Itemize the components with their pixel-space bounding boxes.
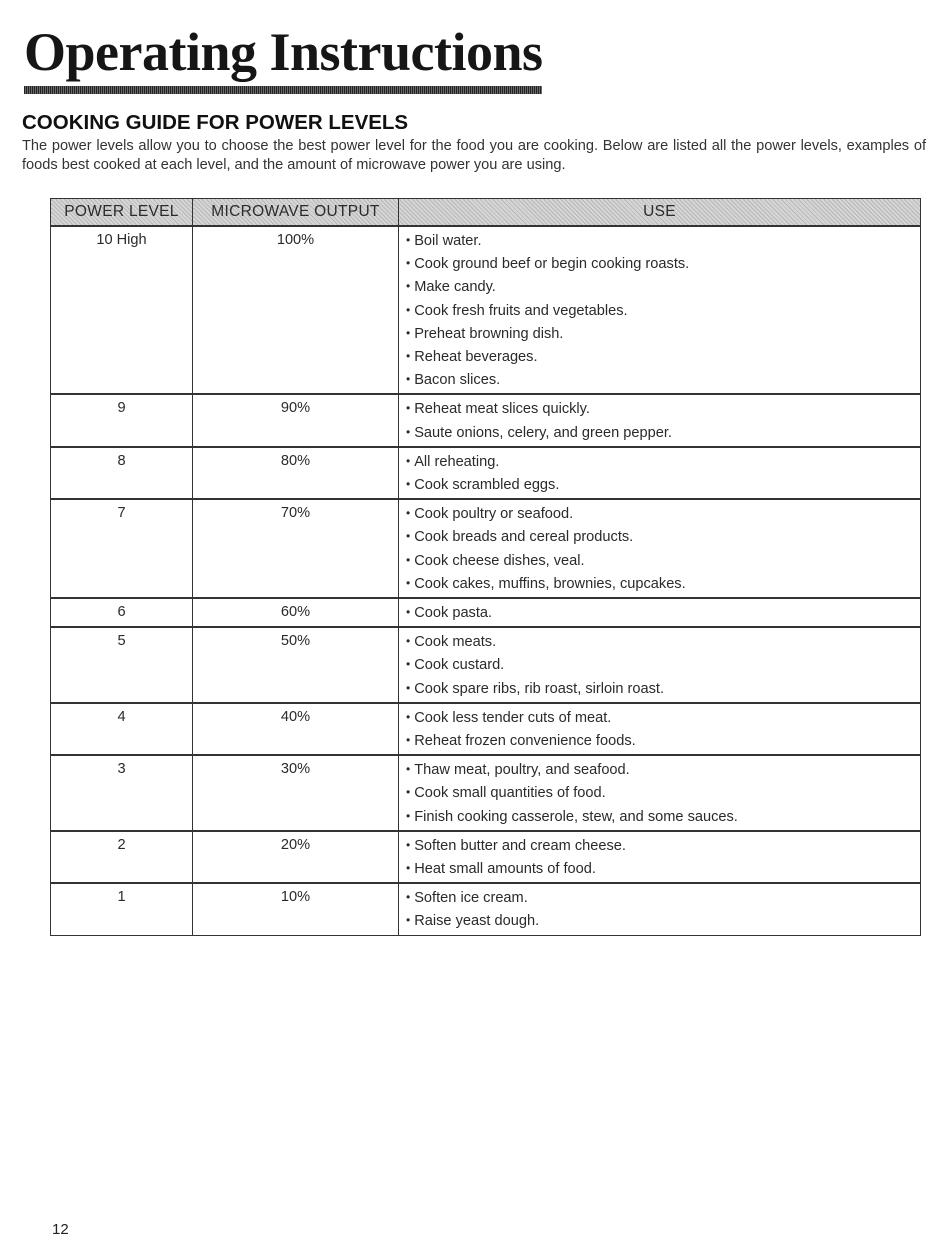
page-title: Operating Instructions (24, 22, 543, 82)
header-microwave-output: MICROWAVE OUTPUT (193, 199, 399, 227)
power-level-cell: 8 (51, 447, 193, 499)
use-item: • Raise yeast dough. (406, 910, 920, 933)
use-item: • Cook cheese dishes, veal. (406, 550, 920, 573)
power-level-cell: 1 (51, 883, 193, 935)
power-level-cell: 10 High (51, 226, 193, 394)
microwave-output-cell: 20% (193, 831, 399, 883)
page-number: 12 (52, 1221, 69, 1238)
table-row (51, 883, 921, 935)
table-row (51, 703, 921, 755)
microwave-output-cell: 100% (193, 226, 399, 394)
use-item: • Cook spare ribs, rib roast, sirloin roast. (406, 678, 920, 701)
title-underline-rule (24, 86, 542, 94)
header-use: USE (399, 199, 921, 227)
use-item: • Bacon slices. (406, 369, 920, 392)
use-cell (399, 831, 921, 883)
use-list (399, 884, 920, 934)
use-list (399, 500, 920, 597)
use-cell (399, 226, 921, 394)
power-level-cell: 2 (51, 831, 193, 883)
use-item: • Soften butter and cream cheese. (406, 835, 920, 858)
table-header-row (51, 199, 921, 227)
use-cell (399, 755, 921, 831)
table-row (51, 447, 921, 499)
table-body (51, 226, 921, 935)
use-item: • Reheat meat slices quickly. (406, 398, 920, 421)
use-list (399, 704, 920, 754)
microwave-output-cell: 40% (193, 703, 399, 755)
use-item: • Saute onions, celery, and green pepper. (406, 422, 920, 445)
use-list (399, 395, 920, 445)
use-cell (399, 499, 921, 598)
use-item: • Thaw meat, poultry, and seafood. (406, 759, 920, 782)
use-cell (399, 598, 921, 627)
use-item: • Cook ground beef or begin cooking roasts. (406, 253, 920, 276)
use-item: • Soften ice cream. (406, 887, 920, 910)
use-item: • Heat small amounts of food. (406, 858, 920, 881)
use-item: • Reheat frozen convenience foods. (406, 730, 920, 753)
power-level-cell: 9 (51, 394, 193, 446)
use-item: • Cook custard. (406, 654, 920, 677)
use-item: • All reheating. (406, 451, 920, 474)
microwave-output-cell: 60% (193, 598, 399, 627)
use-item: • Cook cakes, muffins, brownies, cupcakes. (406, 573, 920, 596)
header-power-level: POWER LEVEL (51, 199, 193, 227)
table-row (51, 627, 921, 703)
use-item: • Cook fresh fruits and vegetables. (406, 300, 920, 323)
use-item: • Cook poultry or seafood. (406, 503, 920, 526)
table-row (51, 226, 921, 394)
use-item: • Cook less tender cuts of meat. (406, 707, 920, 730)
table-row (51, 598, 921, 627)
table-row (51, 499, 921, 598)
table-row (51, 394, 921, 446)
power-level-cell: 3 (51, 755, 193, 831)
power-level-cell: 4 (51, 703, 193, 755)
use-list (399, 756, 920, 830)
use-item: • Cook scrambled eggs. (406, 474, 920, 497)
power-level-cell: 5 (51, 627, 193, 703)
section-heading: COOKING GUIDE FOR POWER LEVELS (22, 111, 409, 134)
microwave-output-cell: 10% (193, 883, 399, 935)
use-item: • Cook breads and cereal products. (406, 526, 920, 549)
table-row (51, 755, 921, 831)
use-item: • Preheat browning dish. (406, 323, 920, 346)
use-list (399, 832, 920, 882)
use-list (399, 628, 920, 702)
use-cell (399, 883, 921, 935)
microwave-output-cell: 30% (193, 755, 399, 831)
use-item: • Finish cooking casserole, stew, and some sauces. (406, 806, 920, 829)
use-cell (399, 394, 921, 446)
power-level-cell: 6 (51, 598, 193, 627)
microwave-output-cell: 50% (193, 627, 399, 703)
use-item: • Make candy. (406, 276, 920, 299)
use-item: • Cook small quantities of food. (406, 782, 920, 805)
use-item: • Cook pasta. (406, 602, 920, 625)
use-item: • Cook meats. (406, 631, 920, 654)
use-list (399, 227, 920, 393)
power-level-table (50, 198, 921, 936)
intro-paragraph: The power levels allow you to choose the best power level for the food you are cooking. Below are listed all the power levels, examples of foods best cooked at each level, and the amount of microwave power you are using. (22, 138, 926, 173)
table-row (51, 831, 921, 883)
use-list (399, 448, 920, 498)
microwave-output-cell: 80% (193, 447, 399, 499)
power-level-cell: 7 (51, 499, 193, 598)
use-item: • Reheat beverages. (406, 346, 920, 369)
use-cell (399, 627, 921, 703)
use-item: • Boil water. (406, 230, 920, 253)
microwave-output-cell: 70% (193, 499, 399, 598)
microwave-output-cell: 90% (193, 394, 399, 446)
use-cell (399, 447, 921, 499)
use-cell (399, 703, 921, 755)
use-list (399, 599, 920, 626)
